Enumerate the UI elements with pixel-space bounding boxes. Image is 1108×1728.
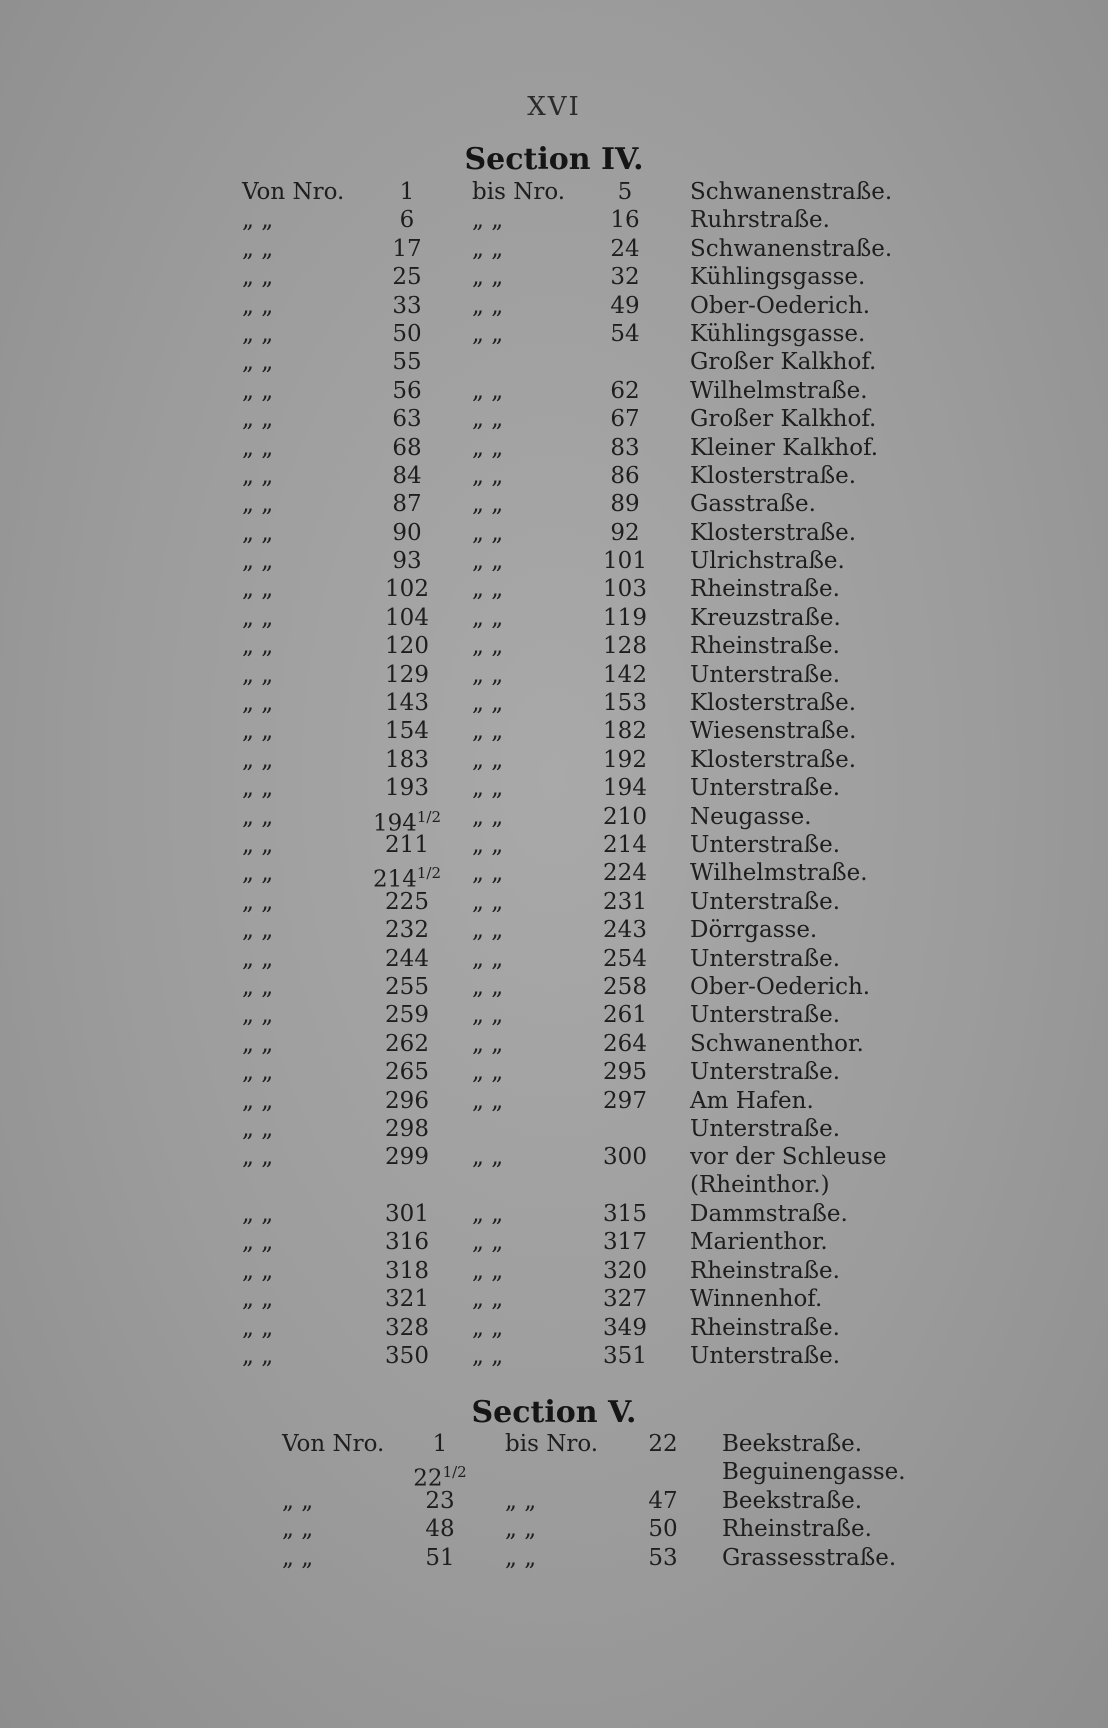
from-number: 262	[385, 1030, 429, 1057]
from-label: „ „	[242, 491, 274, 518]
from-number: 154	[385, 718, 429, 745]
to-number: 86	[610, 462, 640, 489]
from-number: 87	[392, 491, 422, 518]
table-row	[0, 973, 1108, 1001]
table-row	[0, 1030, 1108, 1058]
from-label: „ „	[242, 973, 274, 1000]
from-number: 23	[425, 1487, 455, 1514]
table-row	[0, 1143, 1108, 1200]
table-row	[0, 888, 1108, 916]
to-number: 22	[648, 1431, 678, 1457]
to-label: „ „	[472, 519, 504, 546]
from-number: 25	[392, 264, 422, 291]
table-row	[0, 1430, 1108, 1458]
street-name: Ober-Oederich.	[690, 973, 871, 1000]
to-label: „ „	[472, 633, 504, 660]
to-number: 300	[603, 1144, 647, 1171]
to-number: 32	[610, 264, 640, 291]
table-row	[0, 462, 1108, 490]
to-number: 92	[610, 519, 640, 546]
from-label: „ „	[242, 264, 274, 291]
from-number: 90	[392, 519, 422, 546]
to-number: 142	[603, 661, 647, 688]
from-number: $194^{1/2}$	[372, 807, 442, 837]
to-label: „ „	[472, 945, 504, 972]
street-name: Unterstraße.	[690, 888, 841, 915]
from-label: „ „	[242, 1087, 274, 1114]
to-label: „ „	[472, 1087, 504, 1114]
to-label: „ „	[472, 803, 504, 830]
street-name: Rheinstraße.	[690, 576, 840, 603]
to-label: „ „	[472, 1002, 504, 1029]
to-label: „ „	[472, 690, 504, 717]
table-row	[0, 1257, 1108, 1285]
from-label: „ „	[242, 803, 274, 830]
from-number: 299	[385, 1144, 429, 1171]
to-label: „ „	[472, 661, 504, 688]
from-label: „ „	[242, 207, 274, 234]
from-label: „ „	[242, 633, 274, 660]
from-number: 129	[385, 661, 429, 688]
from-number: 17	[392, 235, 422, 262]
to-number: 182	[603, 718, 647, 745]
from-number: 6	[399, 207, 415, 234]
street-name: Unterstraße.	[690, 775, 841, 802]
from-label: „ „	[242, 661, 274, 688]
from-label: „ „	[282, 1544, 314, 1571]
table-row	[0, 490, 1108, 518]
to-label: „ „	[472, 775, 504, 802]
table-row	[0, 1515, 1108, 1543]
street-name: Klosterstraße.	[690, 462, 857, 489]
from-number: 1	[399, 179, 415, 205]
from-number: 120	[385, 633, 429, 660]
fraction: 1/2	[416, 807, 442, 826]
from-label: „ „	[242, 1002, 274, 1029]
from-label: „ „	[242, 1059, 274, 1086]
table-row	[0, 320, 1108, 348]
to-number: 297	[603, 1087, 647, 1114]
from-label: „ „	[242, 235, 274, 262]
street-name: Rheinstraße.	[690, 1257, 840, 1284]
from-number: 50	[392, 320, 422, 347]
to-number: 119	[603, 604, 647, 631]
to-number: 50	[648, 1516, 678, 1543]
to-label: „ „	[472, 548, 504, 575]
table-row	[0, 604, 1108, 632]
to-number: 264	[603, 1030, 647, 1057]
to-label: „ „	[472, 1059, 504, 1086]
section-5-table	[0, 1430, 1108, 1572]
from-label: „ „	[242, 746, 274, 773]
to-number: 192	[603, 746, 647, 773]
street-name: Beekstraße.	[722, 1487, 863, 1514]
from-number: 318	[385, 1257, 429, 1284]
to-label: „ „	[472, 888, 504, 915]
from-number: 1	[432, 1431, 448, 1457]
street-name: Rheinstraße.	[690, 633, 840, 660]
to-number: 320	[603, 1257, 647, 1284]
table-row	[0, 178, 1108, 206]
to-number: 315	[603, 1201, 647, 1228]
to-label: „ „	[472, 1030, 504, 1057]
from-number: 225	[385, 888, 429, 915]
table-row	[0, 1314, 1108, 1342]
from-number: $214^{1/2}$	[372, 864, 442, 894]
to-label: „ „	[472, 1201, 504, 1228]
from-label: „ „	[242, 831, 274, 858]
to-label: „ „	[505, 1516, 537, 1543]
to-number: 47	[648, 1487, 678, 1514]
to-label: „ „	[472, 1286, 504, 1313]
to-label: „ „	[472, 831, 504, 858]
from-label: „ „	[242, 434, 274, 461]
from-label: „ „	[282, 1487, 314, 1514]
from-number: 350	[385, 1343, 429, 1370]
table-row	[0, 377, 1108, 405]
street-name: Klosterstraße.	[690, 746, 857, 773]
street-name: Wilhelmstraße.	[690, 860, 868, 887]
street-name: Beekstraße.	[722, 1431, 863, 1457]
street-name: Unterstraße.	[690, 661, 841, 688]
from-number: 55	[392, 349, 422, 376]
street-name: Am Hafen.	[690, 1087, 814, 1114]
to-label: „ „	[472, 320, 504, 347]
table-row	[0, 661, 1108, 689]
street-name: Beguinengasse.	[722, 1459, 906, 1486]
to-label: „ „	[472, 264, 504, 291]
to-label: „ „	[472, 406, 504, 433]
table-row	[0, 1544, 1108, 1572]
to-number: 53	[648, 1544, 678, 1571]
street-name: Unterstraße.	[690, 1115, 841, 1142]
from-label: „ „	[242, 1030, 274, 1057]
from-number: 244	[385, 945, 429, 972]
from-label: Von Nro.	[282, 1431, 385, 1457]
street-name: Wilhelmstraße.	[690, 377, 868, 404]
from-number: 328	[385, 1314, 429, 1341]
from-number: 48	[425, 1516, 455, 1543]
street-name: Neugasse.	[690, 803, 812, 830]
to-label: „ „	[472, 604, 504, 631]
to-label: „ „	[472, 207, 504, 234]
street-name: Unterstraße.	[690, 1343, 841, 1370]
from-number: 232	[385, 917, 429, 944]
to-number: 24	[610, 235, 640, 262]
table-row	[0, 1342, 1108, 1370]
to-number: 261	[603, 1002, 647, 1029]
to-number: 214	[603, 831, 647, 858]
to-number: 194	[603, 775, 647, 802]
table-row	[0, 803, 1108, 837]
from-label: „ „	[242, 1201, 274, 1228]
from-label: „ „	[242, 775, 274, 802]
from-number: 102	[385, 576, 429, 603]
from-label: „ „	[242, 406, 274, 433]
from-number: 296	[385, 1087, 429, 1114]
street-name: Kreuzstraße.	[690, 604, 841, 631]
from-number: 56	[392, 377, 422, 404]
to-label: „ „	[472, 1257, 504, 1284]
street-name: Klosterstraße.	[690, 519, 857, 546]
street-name: Ruhrstraße.	[690, 207, 830, 234]
street-name: Ulrichstraße.	[690, 548, 845, 575]
to-number: 224	[603, 860, 647, 887]
fraction: 1/2	[442, 1463, 467, 1482]
to-label: „ „	[472, 491, 504, 518]
table-row	[0, 348, 1108, 376]
table-row	[0, 1228, 1108, 1256]
fraction: 1/2	[416, 864, 442, 883]
street-name: Kühlingsgasse.	[690, 320, 866, 347]
table-row	[0, 916, 1108, 944]
to-number: 351	[603, 1343, 647, 1370]
to-number: 231	[603, 888, 647, 915]
street-name: Klosterstraße.	[690, 690, 857, 717]
from-number: 84	[392, 462, 422, 489]
from-label: „ „	[242, 377, 274, 404]
from-number: 265	[385, 1059, 429, 1086]
to-number: 101	[603, 548, 647, 575]
table-row	[0, 206, 1108, 234]
from-label: „ „	[242, 462, 274, 489]
to-number: 258	[603, 973, 647, 1000]
to-number: 243	[603, 917, 647, 944]
from-number: $22^{1/2}$	[413, 1463, 467, 1493]
from-number: 193	[385, 775, 429, 802]
from-number: 255	[385, 973, 429, 1000]
street-name: Großer Kalkhof.	[690, 406, 877, 433]
street-name: Großer Kalkhof.	[690, 349, 877, 376]
from-label: „ „	[242, 1343, 274, 1370]
from-label: Von Nro.	[242, 179, 345, 205]
to-number: 153	[603, 690, 647, 717]
street-name: Rheinstraße.	[690, 1314, 840, 1341]
table-row	[0, 632, 1108, 660]
street-name: Dörrgasse.	[690, 917, 818, 944]
street-name: Marienthor.	[690, 1229, 828, 1256]
to-number: 327	[603, 1286, 647, 1313]
table-row	[0, 1200, 1108, 1228]
from-number: 93	[392, 548, 422, 575]
from-number: 143	[385, 690, 429, 717]
table-row	[0, 263, 1108, 291]
to-number: 210	[603, 803, 647, 830]
from-number: 104	[385, 604, 429, 631]
to-number: 5	[617, 179, 633, 205]
table-row	[0, 405, 1108, 433]
from-label: „ „	[282, 1516, 314, 1543]
from-label: „ „	[242, 1229, 274, 1256]
to-label: bis Nro.	[472, 179, 566, 205]
from-label: „ „	[242, 1115, 274, 1142]
from-number: 301	[385, 1201, 429, 1228]
street-name: Wiesenstraße.	[690, 718, 857, 745]
street-name: Schwanenstraße.	[690, 235, 893, 262]
street-name: Schwanenthor.	[690, 1030, 864, 1057]
from-label: „ „	[242, 690, 274, 717]
from-label: „ „	[242, 1314, 274, 1341]
from-label: „ „	[242, 349, 274, 376]
from-label: „ „	[242, 548, 274, 575]
to-number: 49	[610, 292, 640, 319]
to-label: „ „	[472, 235, 504, 262]
table-row	[0, 1285, 1108, 1313]
street-name: Gasstraße.	[690, 491, 816, 518]
from-label: „ „	[242, 917, 274, 944]
from-label: „ „	[242, 576, 274, 603]
table-row	[0, 1001, 1108, 1029]
to-label: „ „	[472, 1343, 504, 1370]
to-number: 103	[603, 576, 647, 603]
table-row	[0, 1115, 1108, 1143]
to-label: bis Nro.	[505, 1431, 599, 1457]
from-label: „ „	[242, 1144, 274, 1171]
to-label: „ „	[472, 917, 504, 944]
table-row	[0, 774, 1108, 802]
to-number: 254	[603, 945, 647, 972]
from-number: 51	[425, 1544, 455, 1571]
table-row	[0, 292, 1108, 320]
street-name: Unterstraße.	[690, 945, 841, 972]
from-label: „ „	[242, 292, 274, 319]
table-row	[0, 235, 1108, 263]
street-name: vor der Schleuse (Rheinthor.)	[690, 1144, 887, 1199]
from-number: 63	[392, 406, 422, 433]
to-label: „ „	[472, 377, 504, 404]
street-name: Ober-Oederich.	[690, 292, 871, 319]
from-number: 183	[385, 746, 429, 773]
from-number: 259	[385, 1002, 429, 1029]
to-number: 54	[610, 320, 640, 347]
to-number: 62	[610, 377, 640, 404]
from-number: 211	[385, 831, 429, 858]
to-label: „ „	[472, 860, 504, 887]
street-name: Winnenhof.	[690, 1286, 823, 1313]
to-label: „ „	[472, 1229, 504, 1256]
table-row	[0, 1058, 1108, 1086]
to-label: „ „	[472, 462, 504, 489]
table-row	[0, 1458, 1108, 1493]
to-number: 83	[610, 434, 640, 461]
street-name: Grassesstraße.	[722, 1544, 897, 1571]
table-row	[0, 547, 1108, 575]
table-row	[0, 689, 1108, 717]
from-number: 298	[385, 1115, 429, 1142]
from-label: „ „	[242, 945, 274, 972]
street-name: Kleiner Kalkhof.	[690, 434, 879, 461]
from-label: „ „	[242, 1257, 274, 1284]
table-row	[0, 746, 1108, 774]
table-row	[0, 1487, 1108, 1515]
street-name: Unterstraße.	[690, 831, 841, 858]
table-row	[0, 434, 1108, 462]
to-label: „ „	[472, 746, 504, 773]
street-name: Unterstraße.	[690, 1002, 841, 1029]
to-number: 89	[610, 491, 640, 518]
table-row	[0, 1087, 1108, 1115]
to-label: „ „	[472, 434, 504, 461]
to-label: „ „	[505, 1487, 537, 1514]
to-number: 67	[610, 406, 640, 433]
from-label: „ „	[242, 604, 274, 631]
section-5-title: Section V.	[471, 1395, 637, 1430]
from-label: „ „	[242, 718, 274, 745]
to-label: „ „	[472, 576, 504, 603]
to-label: „ „	[472, 1144, 504, 1171]
section-4-table	[0, 178, 1108, 1370]
to-number: 295	[603, 1059, 647, 1086]
table-row	[0, 945, 1108, 973]
to-label: „ „	[472, 973, 504, 1000]
to-number: 128	[603, 633, 647, 660]
page-number: XVI	[527, 92, 581, 122]
table-row	[0, 717, 1108, 745]
to-label: „ „	[472, 292, 504, 319]
from-label: „ „	[242, 888, 274, 915]
to-number: 317	[603, 1229, 647, 1256]
from-label: „ „	[242, 519, 274, 546]
from-number: 68	[392, 434, 422, 461]
from-label: „ „	[242, 1286, 274, 1313]
street-name: Dammstraße.	[690, 1201, 848, 1228]
from-label: „ „	[242, 860, 274, 887]
table-row	[0, 859, 1108, 894]
from-label: „ „	[242, 320, 274, 347]
street-name: Schwanenstraße.	[690, 179, 893, 205]
from-number: 316	[385, 1229, 429, 1256]
street-name: Unterstraße.	[690, 1059, 841, 1086]
to-number: 349	[603, 1314, 647, 1341]
to-label: „ „	[505, 1544, 537, 1571]
street-name: Rheinstraße.	[722, 1516, 872, 1543]
section-4-title: Section IV.	[464, 142, 644, 177]
table-row	[0, 575, 1108, 603]
from-number: 33	[392, 292, 422, 319]
to-label: „ „	[472, 1314, 504, 1341]
to-label: „ „	[472, 718, 504, 745]
table-row	[0, 519, 1108, 547]
from-number: 321	[385, 1286, 429, 1313]
street-name: Kühlingsgasse.	[690, 264, 866, 291]
table-row	[0, 831, 1108, 859]
to-number: 16	[610, 207, 640, 234]
